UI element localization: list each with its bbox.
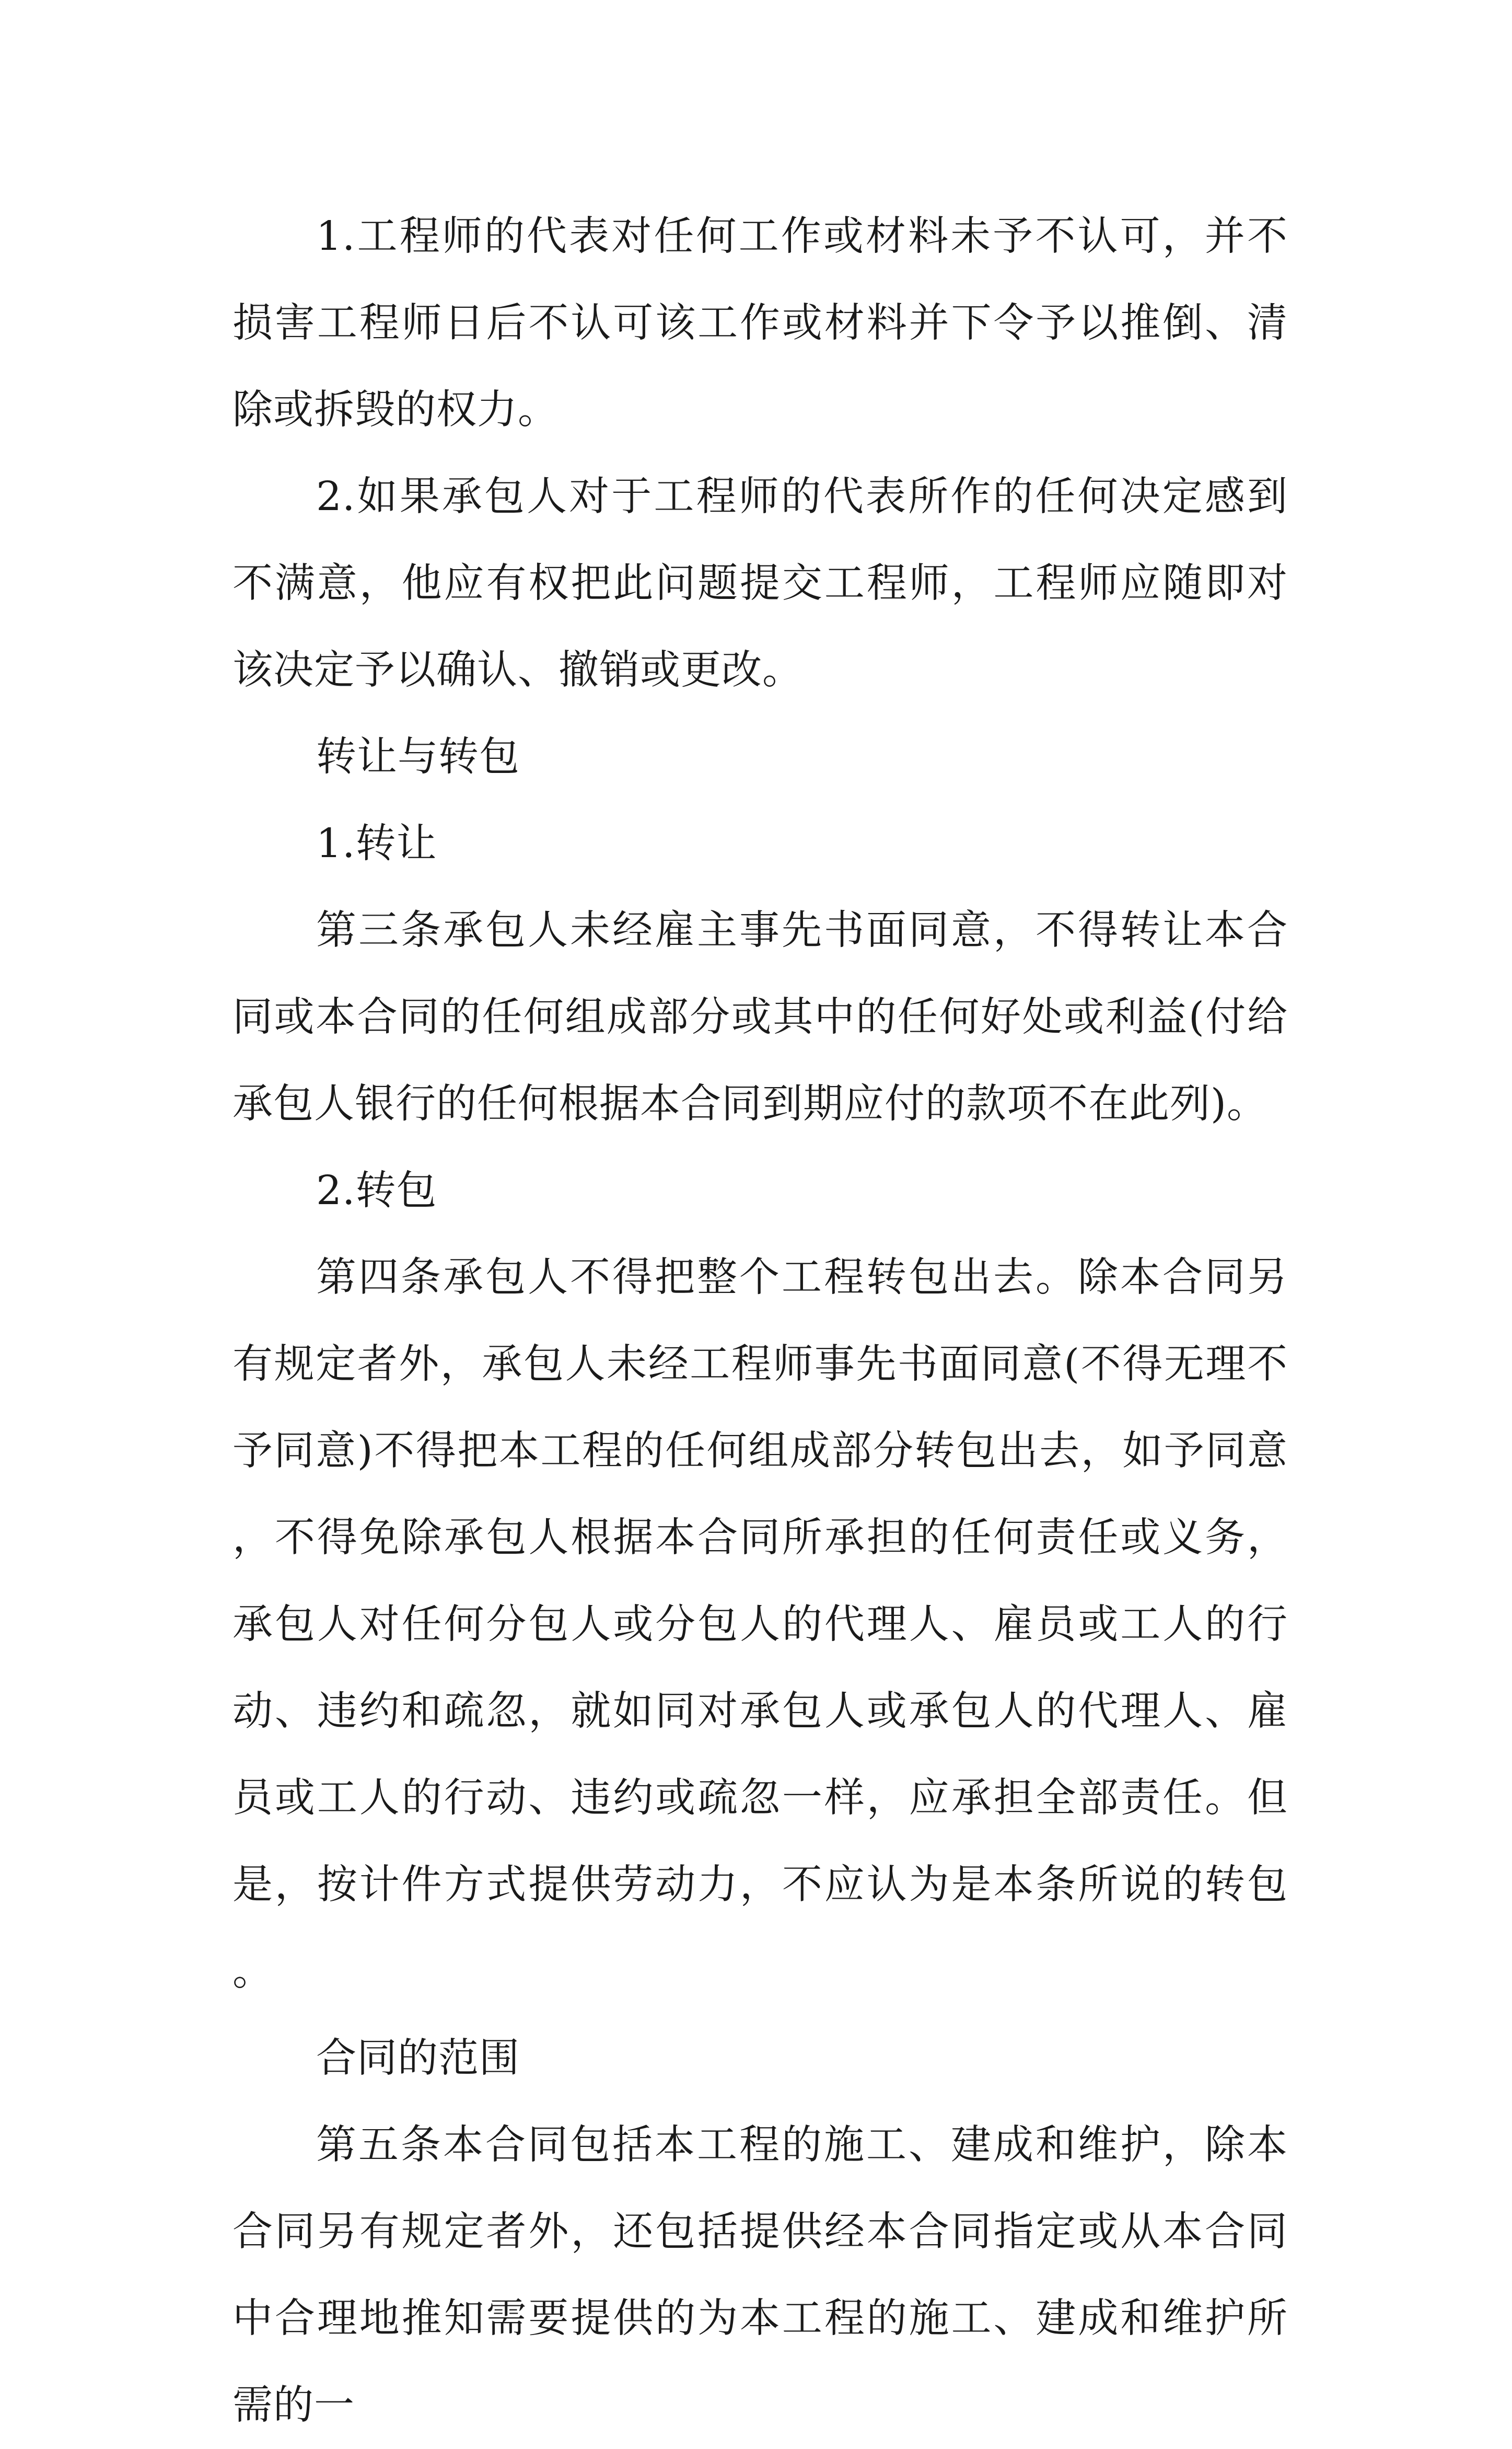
section-heading-contract-scope: 合同的范围 [316, 2035, 520, 2082]
paragraph-article-four: 第四条承包人不得把整个工程转包出去。除本合同另有规定者外，承包人未经工程师事先书面同意(不得无理不予同意)不得把本工程的任何组成部分转包出去，如予同意，不得免除承包人根据本合同所承担的任何责任或义务，承包人对任何分包人或分包人的代理人、雇员或工人的行动、违约和疏忽，就如同对承包人或承包人的代理人、雇员或工人的行动、违约或疏忽一样，应承担全部责任。但是，按计件方式提供劳动力，不应认为是本条所说的转包。 [232, 1254, 1288, 1995]
section-heading-assignment-subcontracting: 转让与转包 [316, 734, 520, 780]
subheading-subcontracting: 2.转包 [316, 1168, 437, 1214]
paragraph-contractor-dissatisfaction: 2.如果承包人对于工程师的代表所作的任何决定感到不满意，他应有权把此问题提交工程师，工程师应随即对该决定予以确认、撤销或更改。 [232, 473, 1288, 694]
document-body [232, 193, 1288, 2449]
subheading-assignment: 1.转让 [316, 821, 437, 867]
paragraph-article-three: 第三条承包人未经雇主事先书面同意，不得转让本合同或本合同的任何组成部分或其中的任何好处或利益(付给承包人银行的任何根据本合同到期应付的款项不在此列)。 [232, 907, 1288, 1127]
paragraph-engineer-representative-approval: 1.工程师的代表对任何工作或材料未予不认可，并不损害工程师日后不认可该工作或材料并下令予以推倒、清除或拆毁的权力。 [232, 213, 1288, 433]
paragraph-article-five: 第五条本合同包括本工程的施工、建成和维护，除本合同另有规定者外，还包括提供经本合同指定或从本合同中合理地推知需要提供的为本工程的施工、建成和维护所需的一 [232, 2122, 1288, 2429]
